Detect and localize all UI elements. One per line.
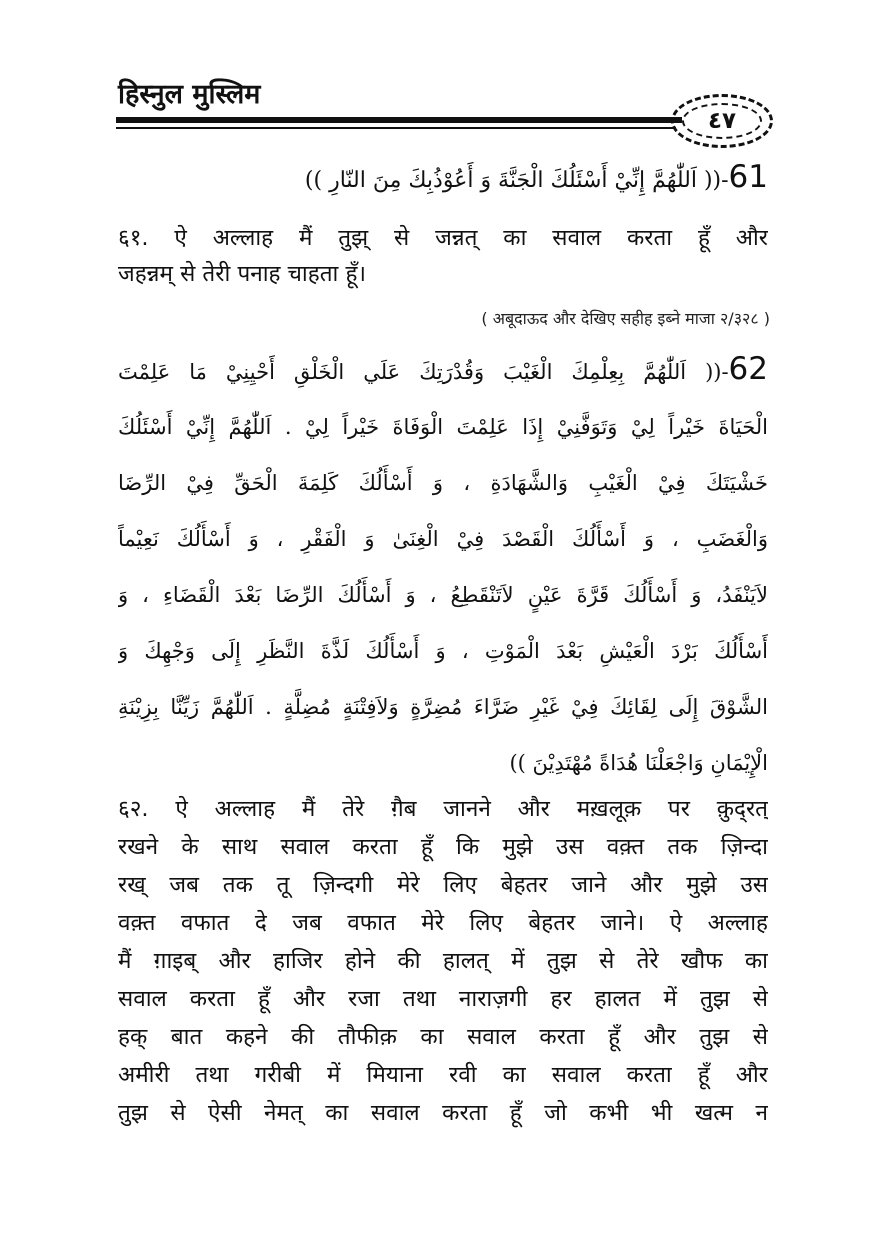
dua-62-arabic-line: أَسْأَلُكَ بَرْدَ الْعَيْشِ بَعْدَ الْمَوْتِ ، وَ أَسْأَلُكَ لَذَّةَ النَّظَرِ إِلَى وَجْهِكَ وَ <box>118 639 768 663</box>
dua-62-translation-line: रखने के साथ सवाल करता हूँ कि मुझे उस वक़्त तक ज़िन्दा <box>118 834 768 860</box>
page-number: ٤٧ <box>707 108 737 134</box>
dua-62-arabic-text: -(( اَللّٰهُمَّ بِعِلْمِكَ الْغَيْبَ وَقُدْرَتِكَ عَلَي الْخَلْقِ أَحْيِنِيْ مَا عَلِمْتَ <box>118 360 729 384</box>
dua-62-arabic-line: خَشْيَتَكَ فِيْ الْغَيْبِ وَالشَّهَادَةِ ، وَ أَسْأَلُكَ كَلِمَةَ الْحَقِّ فِيْ الرِّضَا <box>118 471 768 495</box>
dua-62-translation-line: वक़्त वफात दे जब वफात मेरे लिए बेहतर जाने। ऐ अल्लाह <box>118 910 768 936</box>
dua-61-reference: ( अबूदाऊद और देखिए सहीह इब्ने माजा २/३२८ ) <box>481 309 770 328</box>
dua-61-arabic-text: -(( اَللّٰهُمَّ إِنِّيْ أَسْئَلُكَ الْجَنَّةَ وَ أَعُوْذُبِكَ مِنَ النّارِ )) <box>304 168 729 193</box>
dua-62-translation-line: सवाल करता हूँ और रजा तथा नाराज़गी हर हालत में तुझ से <box>118 986 768 1012</box>
dua-62-arabic-line: وَالْغَضَبِ ، وَ أَسْأَلُكَ الْقَصْدَ فِيْ الْغِنَىٰ وَ الْفَقْرِ ، وَ أَسْأَلُكَ نَعِيْماً <box>118 527 768 551</box>
dua-61-translation-line: ६१. ऐ अल्लाह मैं तुझ् से जन्नत् का सवाल करता हूँ और <box>118 225 768 251</box>
dua-61-arabic <box>118 152 768 206</box>
dua-62-number: 62 <box>728 351 768 387</box>
dua-62-arabic-line: الشَّوْقَ إِلَى لِقَائِكَ فِيْ غَيْرِ ضَرَّاءَ مُضِرَّةٍ وَلاَفِتْنَةٍ مُضِلَّةٍ . اَللّٰهُمَّ زَيِّنَّا بِزِيْنَةِ <box>118 695 768 719</box>
header-rule-thick <box>116 117 682 123</box>
dua-62-translation-line: हक् बात कहने की तौफीक़ का सवाल करता हूँ और तुझ से <box>118 1024 768 1050</box>
running-header-title: हिस्नुल मुस्लिम <box>118 79 261 110</box>
dua-61-translation-line: जहन्नम् से तेरी पनाह चाहता हूँ। <box>118 261 366 287</box>
dua-62-translation-line: रख् जब तक तू ज़िन्दगी मेरे लिए बेहतर जाने और मुझे उस <box>118 872 768 898</box>
dua-62-translation-line: तुझ से ऐसी नेमत् का सवाल करता हूँ जो कभी भी खत्म न <box>118 1100 768 1126</box>
dua-62-arabic-line: لاَيَنْفَدُ، وَ أَسْأَلُكَ قَرَّةَ عَيْنٍ لاَتَنْقَطِعُ ، وَ أَسْأَلُكَ الرِّضَا بَعْدَ الْقَضَاءِ ، وَ <box>118 583 768 607</box>
dua-62-translation-line: ६२. ऐ अल्लाह मैं तेरे ग़ैब जानने और मख़लूक़ पर क़ुद्‌रत् <box>118 796 768 822</box>
dua-62-arabic-line: الْحَيَاةَ خَيْراً لِيْ وَتَوَفَّنِيْ إِذَا عَلِمْتَ الْوَفَاةَ خَيْراً لِيْ . اَللّٰهُمَّ إِنِّيْ أَسْئَلُكَ <box>118 415 768 439</box>
dua-62-translation-line: अमीरी तथा गरीबी में मियाना रवी का सवाल करता हूँ और <box>118 1062 768 1088</box>
dua-62-translation-line: मैं ग़ाइब् और हाजिर होने की हालत् में तुझ से तेरे खौफ का <box>118 948 768 974</box>
header-rule-thin <box>116 127 676 129</box>
dua-62-arabic-line: الْإِيْمَانِ وَاجْعَلْنَا هُدَاةً مُهْتَدِيْنَ )) <box>509 751 768 775</box>
dua-61-number: 61 <box>728 159 768 195</box>
page-number-badge <box>671 94 773 148</box>
dua-62-arabic-line <box>118 342 768 399</box>
